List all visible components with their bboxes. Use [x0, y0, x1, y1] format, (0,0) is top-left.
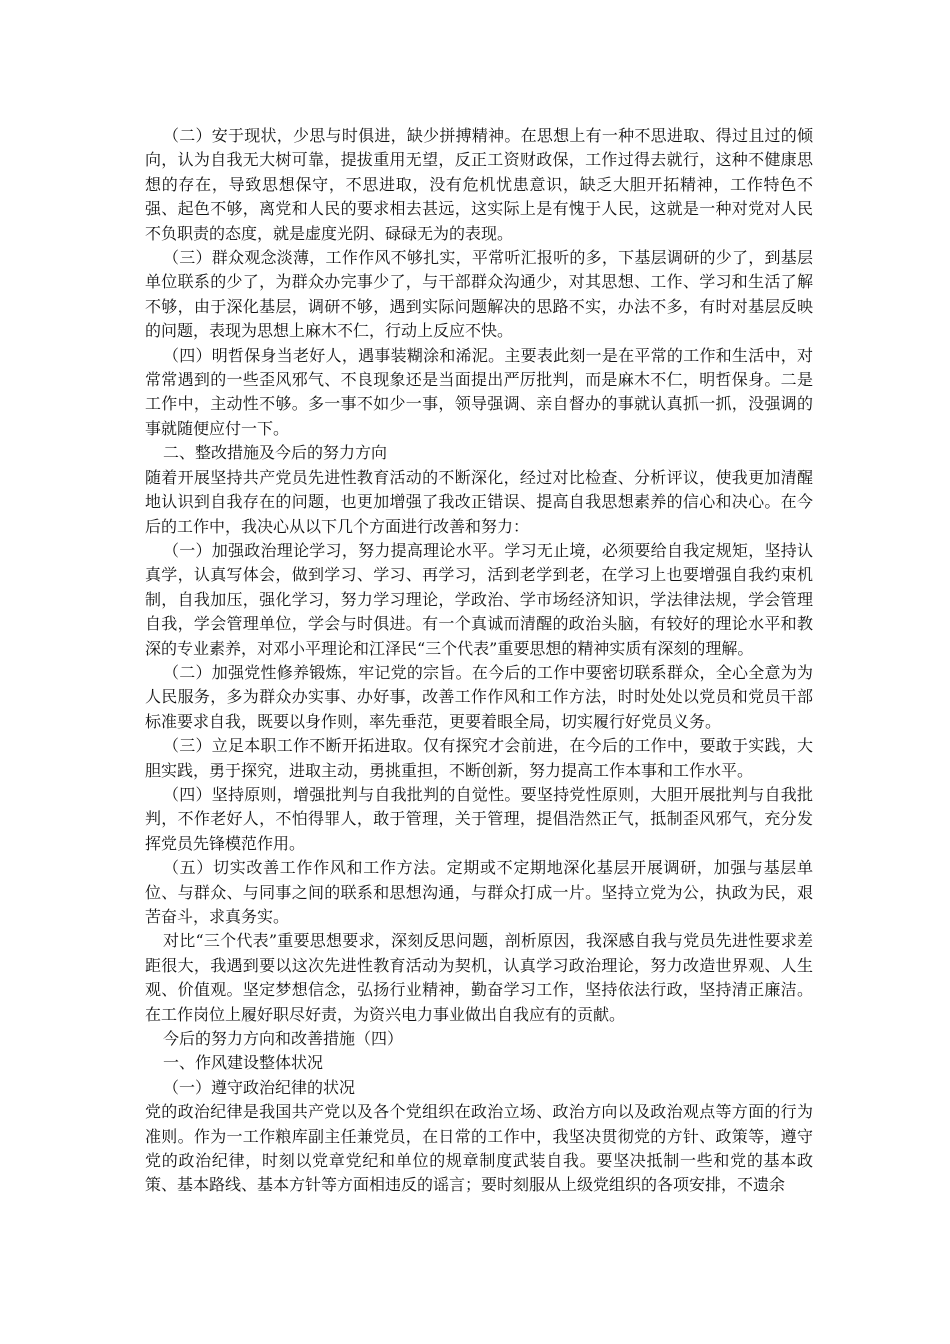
paragraph-self-protection: （四）明哲保身当老好人，遇事装糊涂和浠泥。主要表此刻一是在平常的工作和生活中，对常常遇到的一些歪风邪气、不良现象还是当面提出严厉批判，而是麻木不仁，明哲保身。二是工作中，主动性不够。多一事不如少一事，领导强调、亲自督办的事就认真抓一抓，没强调的事就随便应付一下。	[145, 345, 813, 438]
section-heading-direction-four: 今后的努力方向和改善措施（四）	[163, 1029, 404, 1049]
paragraph-principles: （四）坚持原则，增强批判与自我批判的自觉性。要坚持党性原则，大胆开展批判与自我批判，不作老好人，不怕得罪人，敢于管理，关于管理，提倡浩然正气，抵制歪风邪气，充分发挥党员先锋模范作用。	[145, 784, 813, 853]
section-heading-political-discipline: （一）遵守政治纪律的状况	[163, 1077, 356, 1097]
document-body	[145, 124, 813, 1198]
section-heading-rectification: 二、整改措施及今后的努力方向	[163, 443, 388, 463]
paragraph-mass-viewpoint: （三）群众观念淡薄，工作作风不够扎实，平常听汇报听的多，下基层调研的少了，到基层单位联系的少了，为群众办完事少了，与干部群众沟通少，对其思想、工作、学习和生活了解不够，由于深化基层，调研不够，遇到实际问题解决的思路不实，办法不多，有时对基层反映的问题，表现为思想上麻木不仁，行动上反应不快。	[145, 248, 813, 341]
paragraph-work-style: （五）切实改善工作作风和工作方法。定期或不定期地深化基层开展调研，加强与基层单位、与群众、与同事之间的联系和思想沟通，与群众打成一片。坚持立党为公，执政为民，艰苦奋斗，求真务实。	[145, 858, 813, 926]
paragraph-rectification-intro: 随着开展坚持共产党员先进性教育活动的不断深化，经过对比检查、分析评议，使我更加清醒地认识到自我存在的问题，也更加增强了我改正错误、提高自我思想素养的信心和决心。在今后的工作中，我决心从以下几个方面进行改善和努力：	[145, 467, 813, 536]
paragraph-theory-study: （一）加强政治理论学习，努力提高理论水平。学习无止境，必须要给自我定规矩，坚持认真学，认真写体会，做到学习、学习、再学习，活到老学到老，在学习上也要增强自我约束机制，自我加压，强化学习，努力学习理论，学政治、学市场经济知识，学法律法规，学会管理自我，学会管理单位，学会与时俱进。有一个真诚而清醒的政治头脑，有较好的理论水平和教深的专业素养，对邓小平理论和江泽民“三个代表”重要思想的精神实质有深刻的理解。	[145, 540, 813, 658]
paragraph-party-spirit: （二）加强党性修养锻炼，牢记党的宗旨。在今后的工作中要密切联系群众，全心全意为为人民服务，多为群众办实事、办好事，改善工作作风和工作方法，时时处处以党员和党员干部标准要求自我，既要以身作则，率先垂范，更要着眼全局，切实履行好党员义务。	[145, 662, 813, 731]
section-heading-work-style-overview: 一、作风建设整体状况	[163, 1053, 324, 1073]
paragraph-political-discipline: 党的政治纪律是我国共产党以及各个党组织在政治立场、政治方向以及政治观点等方面的行为准则。作为一工作粮库副主任兼党员，在日常的工作中，我坚决贯彻党的方针、政策等，遵守党的政治纪律，时刻以党章党纪和单位的规章制度武装自我。要坚决抵制一些和党的基本政策、基本路线、基本方针等方面相违反的谣言；要时刻服从上级党组织的各项安排，不遗余	[145, 1102, 813, 1195]
paragraph-job-progress: （三）立足本职工作不断开拓进取。仅有探究才会前进，在今后的工作中，要敢于实践，大胆实践，勇于探究，进取主动，勇挑重担，不断创新，努力提高工作本事和工作水平。	[145, 736, 813, 780]
paragraph-complacency: （二）安于现状，少思与时俱进，缺少拼搏精神。在思想上有一种不思进取、得过且过的倾向，认为自我无大树可靠，提拔重用无望，反正工资财政保，工作过得去就行，这种不健康思想的存在，导致思想保守，不思进取，没有危机忧患意识，缺乏大胆开拓精神，工作特色不强、起色不够，离党和人民的要求相去甚远，这实际上是有愧于人民，这就是一种对党对人民不负职责的态度，就是虚度光阴、碌碌无为的表现。	[145, 126, 813, 243]
paragraph-reflection: 对比“三个代表”重要思想要求，深刻反思问题，剖析原因，我深感自我与党员先进性要求差距很大，我遇到要以这次先进性教育活动为契机，认真学习政治理论，努力改造世界观、人生观、价值观。坚定梦想信念，弘扬行业精神，勤奋学习工作，坚持依法行政，坚持清正廉洁。在工作岗位上履好职尽好责，为资兴电力事业做出自我应有的贡献。	[145, 931, 813, 1024]
